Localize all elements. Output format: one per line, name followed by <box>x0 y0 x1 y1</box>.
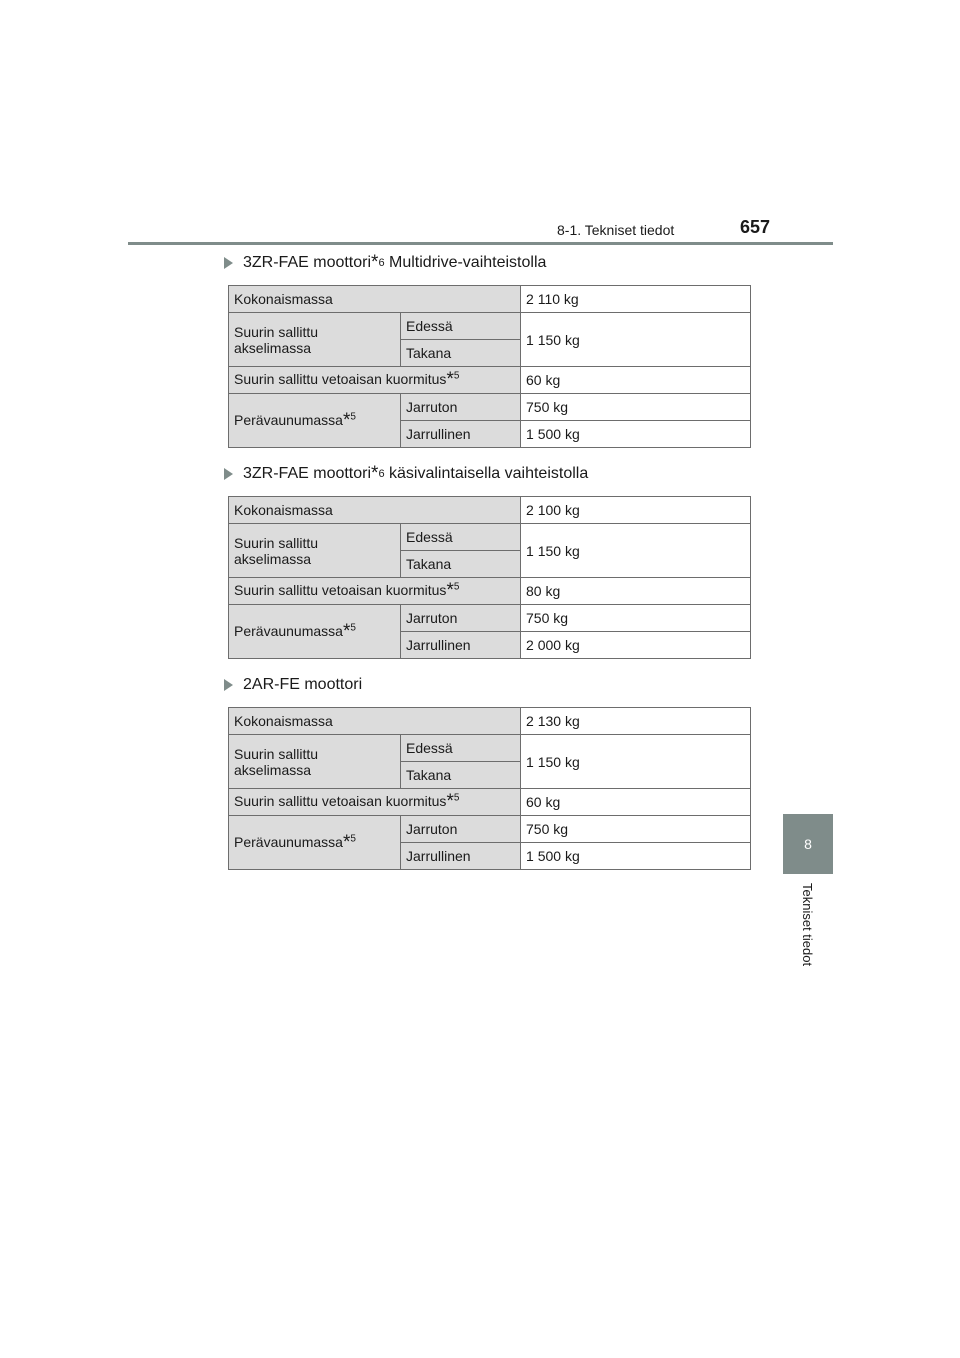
footnote-star: * <box>342 831 351 853</box>
tow-ball-label-text: Suurin sallittu vetoaisan kuormitus <box>234 582 447 598</box>
braked-value: 2 000 kg <box>521 632 751 659</box>
table-row <box>229 497 751 524</box>
chapter-tab: 8 <box>783 814 833 874</box>
gross-weight-label: Kokonaismassa <box>229 497 521 524</box>
trailer-weight-label <box>229 394 401 448</box>
footnote-star: * <box>446 791 454 812</box>
footnote-star: * <box>371 252 379 273</box>
rear-label: Takana <box>401 340 521 367</box>
axle-weight-value: 1 150 kg <box>521 735 751 789</box>
braked-label: Jarrullinen <box>401 632 521 659</box>
table-row <box>229 578 751 605</box>
trailer-label-text: Perävaunumassa <box>234 411 343 428</box>
table-row <box>229 367 751 394</box>
triangle-bullet-icon <box>224 257 233 269</box>
axle-weight-label: Suurin sallittu akselimassa <box>229 735 401 789</box>
unbraked-value: 750 kg <box>521 605 751 632</box>
axle-weight-value: 1 150 kg <box>521 524 751 578</box>
tow-ball-label <box>229 789 521 816</box>
unbraked-label: Jarruton <box>401 816 521 843</box>
heading-text: 3ZR-FAE moottori <box>243 465 372 482</box>
header-divider <box>128 242 833 245</box>
table-row <box>229 816 751 843</box>
braked-value: 1 500 kg <box>521 843 751 870</box>
gross-weight-value: 2 100 kg <box>521 497 751 524</box>
tow-ball-label-text: Suurin sallittu vetoaisan kuormitus <box>234 793 447 809</box>
section-heading <box>224 674 750 696</box>
footnote-ref: 5 <box>453 792 460 804</box>
unbraked-value: 750 kg <box>521 816 751 843</box>
footnote-ref: 5 <box>453 581 460 593</box>
tow-ball-value: 60 kg <box>521 367 751 394</box>
gross-weight-value: 2 130 kg <box>521 708 751 735</box>
rear-label: Takana <box>401 762 521 789</box>
triangle-bullet-icon <box>224 468 233 480</box>
footnote-ref: 5 <box>350 832 356 844</box>
footnote-star: * <box>342 409 351 431</box>
heading-suffix: Multidrive-vaihteistolla <box>384 254 547 271</box>
footnote-star: * <box>446 369 454 390</box>
rear-label: Takana <box>401 551 521 578</box>
footnote-ref: 6 <box>378 468 385 480</box>
unbraked-value: 750 kg <box>521 394 751 421</box>
gross-weight-value: 2 110 kg <box>521 286 751 313</box>
front-label: Edessä <box>401 313 521 340</box>
table-row <box>229 394 751 421</box>
gross-weight-label: Kokonaismassa <box>229 708 521 735</box>
table-row <box>229 524 751 551</box>
table-row <box>229 789 751 816</box>
table-row <box>229 708 751 735</box>
page-number: 657 <box>740 217 771 237</box>
weight-table <box>228 707 751 870</box>
unbraked-label: Jarruton <box>401 394 521 421</box>
trailer-label-text: Perävaunumassa <box>234 622 343 639</box>
weight-table <box>228 496 751 659</box>
heading-text: 3ZR-FAE moottori <box>243 254 372 271</box>
footnote-ref: 5 <box>453 370 460 382</box>
axle-weight-label: Suurin sallittu akselimassa <box>229 313 401 367</box>
footnote-star: * <box>342 620 351 642</box>
unbraked-label: Jarruton <box>401 605 521 632</box>
braked-label: Jarrullinen <box>401 843 521 870</box>
table-row <box>229 605 751 632</box>
footnote-ref: 5 <box>350 410 356 422</box>
axle-weight-label: Suurin sallittu akselimassa <box>229 524 401 578</box>
spec-section-3 <box>228 674 750 870</box>
tow-ball-label-text: Suurin sallittu vetoaisan kuormitus <box>234 371 447 387</box>
front-label: Edessä <box>401 735 521 762</box>
weight-table <box>228 285 751 448</box>
table-row <box>229 313 751 340</box>
table-row <box>229 286 751 313</box>
tow-ball-label <box>229 367 521 394</box>
tow-ball-label <box>229 578 521 605</box>
spec-section-2 <box>228 463 750 659</box>
triangle-bullet-icon <box>224 679 233 691</box>
footnote-star: * <box>371 463 379 484</box>
braked-label: Jarrullinen <box>401 421 521 448</box>
trailer-weight-label <box>229 605 401 659</box>
trailer-weight-label <box>229 816 401 870</box>
section-title: 8-1. Tekniset tiedot <box>557 222 675 238</box>
footnote-ref: 5 <box>350 621 356 633</box>
trailer-label-text: Perävaunumassa <box>234 833 343 850</box>
heading-suffix: käsivalintaisella vaihteistolla <box>384 465 589 482</box>
front-label: Edessä <box>401 524 521 551</box>
table-row <box>229 735 751 762</box>
axle-weight-value: 1 150 kg <box>521 313 751 367</box>
heading-text: 2AR-FE moottori <box>243 676 363 693</box>
footnote-ref: 6 <box>378 257 385 269</box>
chapter-side-title: Tekniset tiedot <box>800 883 815 967</box>
braked-value: 1 500 kg <box>521 421 751 448</box>
section-heading <box>224 252 750 274</box>
tow-ball-value: 80 kg <box>521 578 751 605</box>
spec-section-1 <box>228 252 750 448</box>
tow-ball-value: 60 kg <box>521 789 751 816</box>
section-heading <box>224 463 750 485</box>
footnote-star: * <box>446 580 454 601</box>
gross-weight-label: Kokonaismassa <box>229 286 521 313</box>
